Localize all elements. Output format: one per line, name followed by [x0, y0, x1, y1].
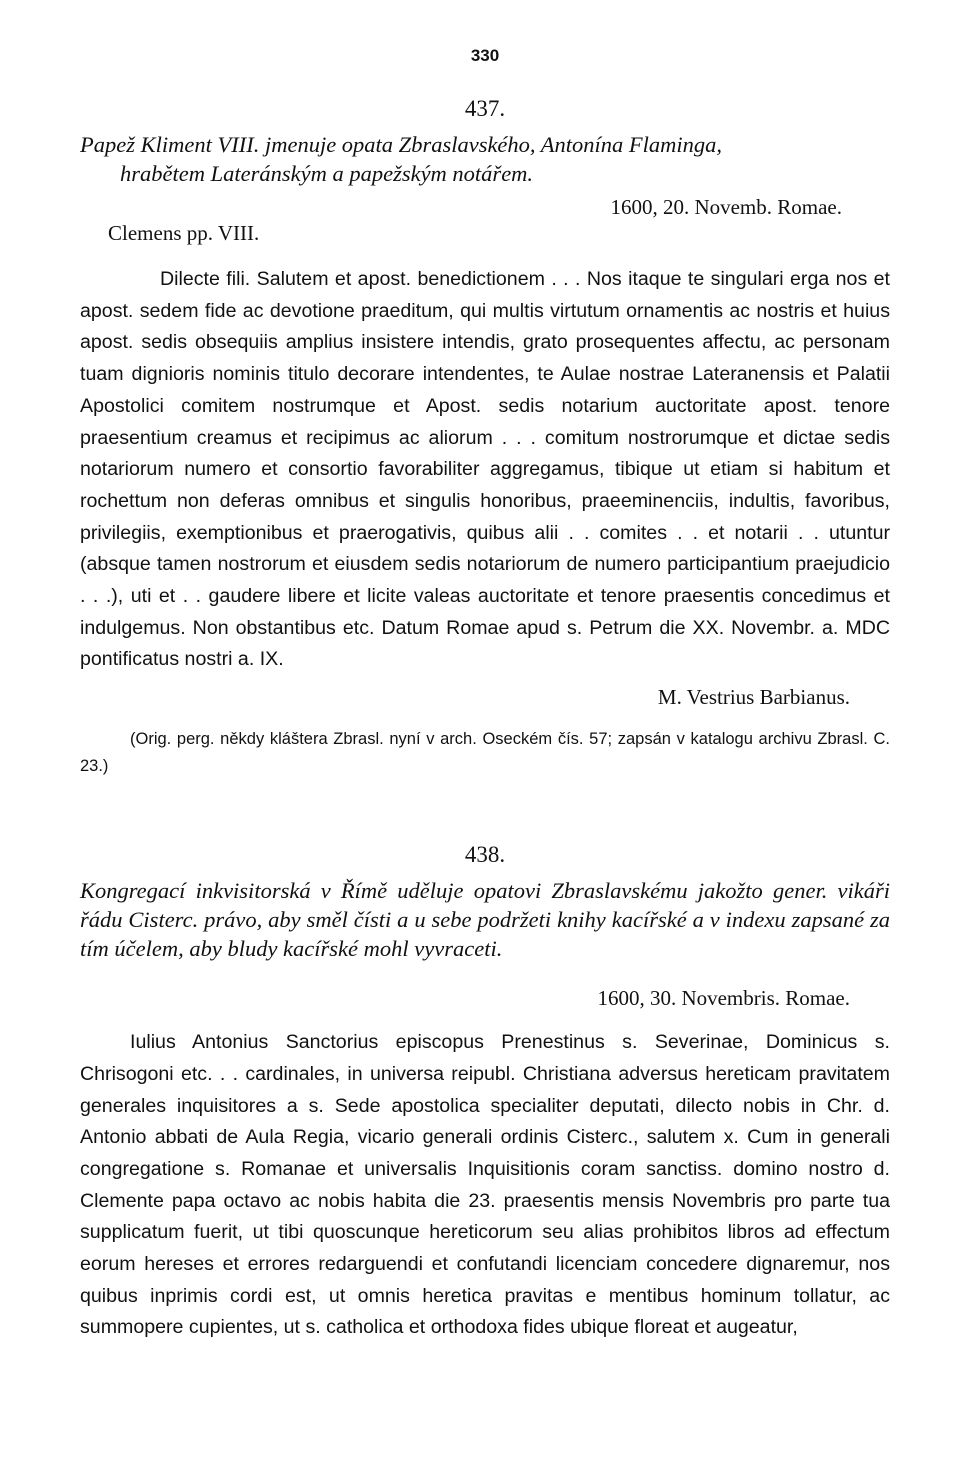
document-heading [80, 130, 890, 188]
source-note: (Orig. perg. někdy kláštera Zbrasl. nyní v arch. Oseckém čís. 57; zapsán v katalogu archivu Zbrasl. C. 23.) [80, 730, 890, 776]
page-number: 330 [470, 46, 500, 65]
document-number: 437. [464, 96, 506, 121]
heading-line-1: Papež Kliment VIII. jmenuje opata Zbraslavského, Antonína Flaminga, [80, 132, 723, 157]
heading-line-2: hrabětem Lateránským a papežským notářem. [120, 161, 534, 186]
document-page [80, 46, 890, 1344]
document-body: Iulius Antonius Sanctorius episcopus Prenestinus s. Severinae, Dominicus s. Chrisogoni etc. . . cardinales, in universa reipubl. Christiana adversus hereticam pravitatem generales inquisitores a s. Sede apostolica specialiter deputati, dilecto nobis in Chr. d. Antonio abbati de Aula Regia, vicario generali ordinis Cisterc., salutem x. Cum in generali congregatione s. Romanae et universalis Inquisitionis coram sanctiss. domino nostro d. Clemente papa octavo ac nobis habita die 23. praesentis mensis Novembris pro parte tua supplicatum fuerit, ut tibi quoscunque hereticorum seu alias prohibitos libros ad effectum eorum hereses et errores redarguendi et confutandi licenciam concedere dignaremur, nos quibus inprimis cordi est, ut omnis heretica pravitas e mentibus hominum tollatur, ac summopere cupientes, ut s. catholica et orthodoxa fides ubique floreat et augeatur, [80, 1031, 890, 1339]
signature: M. Vestrius Barbianus. [657, 685, 850, 710]
salutation: Clemens pp. VIII. [108, 221, 260, 245]
dateline: 1600, 30. Novembris. Romae. [597, 986, 850, 1011]
document-number: 438. [464, 842, 506, 868]
dateline: 1600, 20. Novemb. Romae. [610, 195, 842, 219]
document-437 [80, 96, 890, 780]
document-438 [80, 842, 890, 1344]
document-heading: Kongregací inkvisitorská v Římě uděluje opatovi Zbraslavskému jakožto gener. vikáři řádu Cisterc. právo, aby směl čísti a u sebe podržeti knihy kacířské a v indexu zapsané za tím účelem, aby bludy kacířské mohl vyvraceti. [80, 878, 890, 962]
document-body: Dilecte fili. Salutem et apost. benedictionem . . . Nos itaque te singulari erga nos et apost. sedem fide ac devotione praeditum, qui multis virtutum ornamentis ac nostris et huius apost. sedis obsequiis amplius insistere intendis, grato prosequentes affectu, ac personam tuam dignioris nominis titulo decorare intendentes, te Aulae nostrae Lateranensis et Palatii Apostolici comitem nostrumque et Apost. sedis notarium auctoritate apost. tenore praesentium creamus et recipimus ac aliorum . . . comitum nostrorumque et dictae sedis notariorum numero et consortio favorabiliter aggregamus, tibique ut etiam si habitum et rochettum non deferas omnibus et singulis honoribus, praeeminenciis, indultis, favoribus, privilegiis, exemptionibus et praerogativis, quibus alii . . comites . . et notarii . . utuntur (absque tamen nostrorum et eiusdem sedis notariorum de numero participantium praejudicio . . .), uti et . . gaudere libere et licite valeas auctoritate et tenore praesentis concedimus et indulgemus. Non obstantibus etc. Datum Romae apud s. Petrum die XX. Novembr. a. MDC pontificatus nostri a. IX. [80, 268, 890, 671]
